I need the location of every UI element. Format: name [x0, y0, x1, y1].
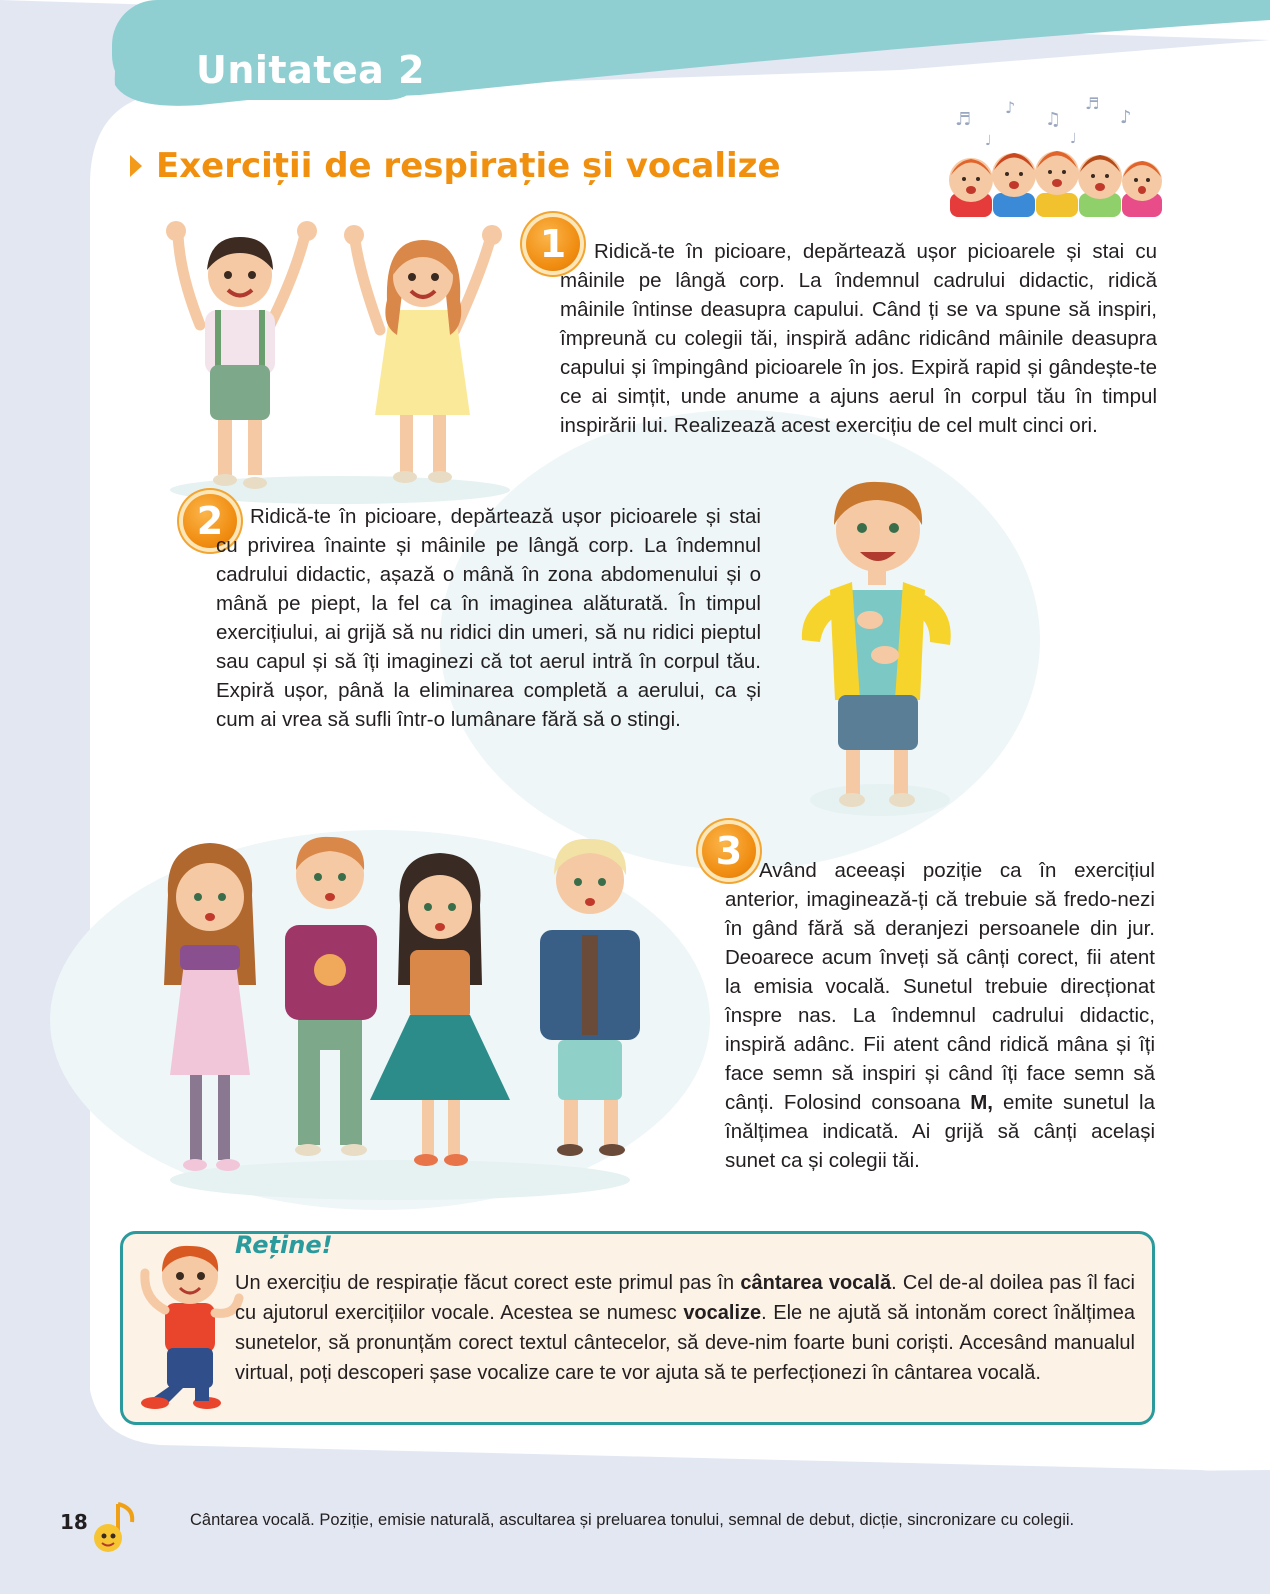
svg-text:♩: ♩ — [985, 133, 992, 149]
section-arrow-icon — [130, 155, 142, 177]
mascot-note-icon — [88, 1500, 144, 1556]
exercise-number-badge: 1 — [526, 217, 580, 271]
exercise-1-text — [560, 237, 1157, 440]
remember-text-part: . Ele ne ajută să intonăm corect înălțimea sunetelor, să pronunțăm corect textul cântecelor, să deve-nim foarte buni coriști. Accesând manualul virtual, poți descoperi șase vocalize care te vor ajuta să te perfecționezi în cântarea vocală. — [235, 1302, 1135, 1384]
exercise-3-body-b: emite sunetul la înălțimea indicată. Ai grijă să cânți același sunet ca și colegii tăi. — [725, 1091, 1156, 1172]
unit-title: Unitatea 2 — [196, 48, 425, 92]
children-raising-arms-illustration — [160, 215, 520, 510]
footer-text: Cântarea vocală. Poziție, emisie naturală, ascultarea și preluarea tonului, semnal de debut, dicție, sincronizare cu colegii. — [190, 1511, 1075, 1529]
boy-hand-on-chest-illustration — [790, 470, 965, 830]
exercise-3-body-a: Având aceeași poziție ca în exercițiul anterior, imaginează-ți că trebuie să fredo-nezi în gând fără să deranjezi persoanele din jur. Deoarece acum înveți să cânți corect, fii atent la emisia vocală. Sunetul trebuie direcționat înspre nas. La îndemnul cadrului didactic, inspiră adânc. Fii atent când ridică mâna și îți face semn să inspiri și când îți face semn să cânți. Folosind consoana — [725, 859, 1155, 1114]
svg-text:♩: ♩ — [1070, 131, 1077, 147]
exercise-2-text — [216, 502, 761, 734]
svg-text:♬: ♬ — [955, 109, 972, 130]
four-children-illustration — [160, 835, 660, 1210]
exercise-number-badge: 3 — [702, 824, 756, 878]
svg-text:♪: ♪ — [1120, 107, 1132, 128]
section-title: Exerciții de respirație și vocalize — [156, 146, 781, 186]
remember-text — [235, 1268, 1135, 1388]
remember-key-term: cântarea vocală — [740, 1272, 892, 1294]
svg-text:♪: ♪ — [1005, 98, 1016, 117]
remember-text-part: . Cel de-al doilea pas îl faci cu ajutorul exercițiilor vocale. Acestea se numesc — [235, 1272, 1135, 1324]
remember-text-part: Un exercițiu de respirație făcut corect este primul pas în — [235, 1272, 741, 1294]
music-notes-icon — [955, 95, 1132, 149]
exercise-1-body: Ridică-te în picioare, depărtează ușor picioarele și stai cu mâinile pe lângă corp. La îndemnul cadrului didactic, ridică mâinile întinse deasupra capului. Când ți se va spune să inspiri, împreună cu colegii tăi, inspiră adânc ridicând mâinile deasupra capului și împingând picioarele în jos. Expiră rapid și gândește-te ce ai simțit, unde anume a ajuns aerul în corpul tău în timpul inspirării lui. Realizează acest exercițiu de cel mult cinci ori. — [560, 240, 1157, 437]
exercise-3-consonant: M, — [970, 1091, 993, 1114]
svg-text:♫: ♫ — [1045, 109, 1062, 130]
mascot-boy-illustration — [135, 1238, 245, 1413]
exercise-2-body: Ridică-te în picioare, depărtează ușor picioarele și stai cu privirea înainte și mâinile pe lângă corp. La îndemnul cadrului didactic, așază o mână în zona abdomenului și o mână pe piept, la fel ca în imaginea alăturată. În timpul exercițiului, ai grijă să nu ridici din umeri, să nu ridici pieptul sau capul și să îți imaginezi că tot aerul intră în corpul tău. Expiră ușor, până la eliminarea completă a aerului, ca și cum ai vrea să sufli într-o lumânare fără să o stingi. — [216, 505, 761, 731]
section-heading — [130, 146, 781, 186]
singing-children-icon — [945, 95, 1165, 220]
exercise-3-text — [725, 856, 1155, 1175]
exercise-number-badge: 2 — [183, 494, 237, 548]
page-number: 18 — [60, 1510, 88, 1534]
svg-text:♬: ♬ — [1085, 95, 1100, 113]
remember-key-term: vocalize — [683, 1302, 762, 1324]
remember-title: Reține! — [235, 1231, 333, 1259]
